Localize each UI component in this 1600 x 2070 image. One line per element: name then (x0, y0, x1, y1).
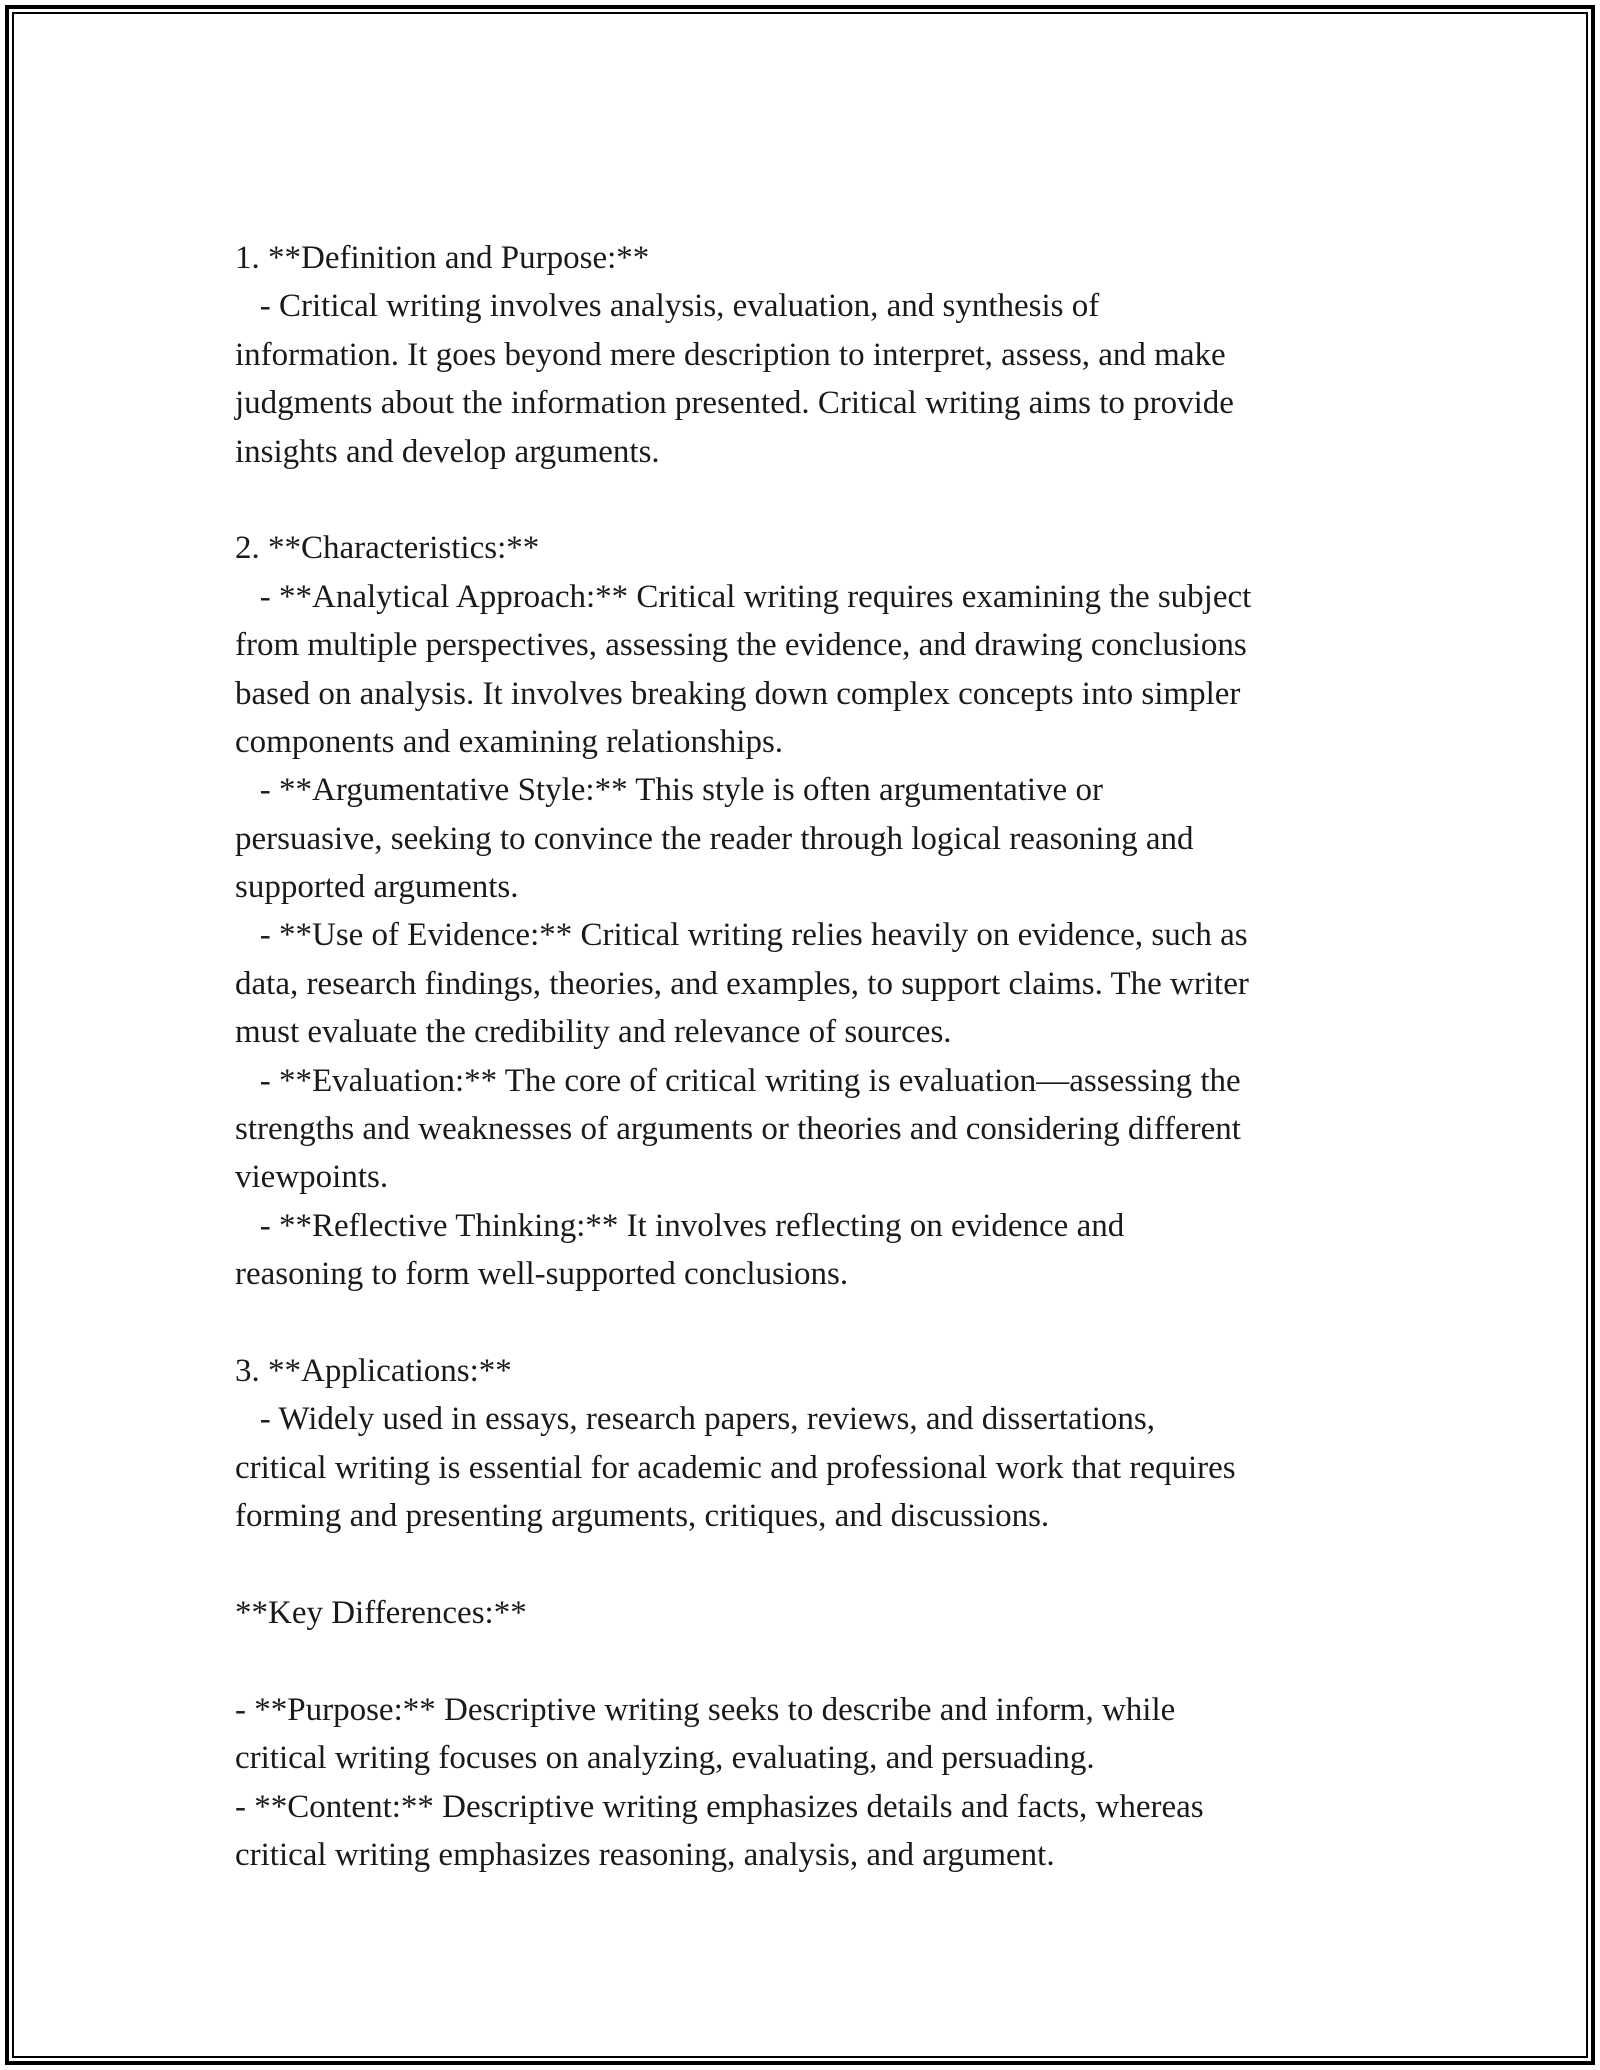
document-body (235, 234, 1385, 1879)
section-heading: 2. **Characteristics:** (235, 530, 540, 567)
text-line: information. It goes beyond mere description to interpret, assess, and make (235, 336, 1226, 373)
text-line: critical writing emphasizes reasoning, analysis, and argument. (235, 1836, 1055, 1873)
text-line: - **Content:** Descriptive writing emphasizes details and facts, whereas (235, 1788, 1204, 1825)
text-line: reasoning to form well-supported conclusions. (235, 1256, 849, 1293)
text-line: - **Purpose:** Descriptive writing seeks to describe and inform, while (235, 1691, 1176, 1728)
paragraph-gap (235, 1637, 1385, 1685)
text-line: must evaluate the credibility and relevance of sources. (235, 1014, 952, 1051)
text-line: persuasive, seeking to convince the reader through logical reasoning and (235, 820, 1194, 857)
text-line: components and examining relationships. (235, 723, 784, 760)
text-line: - Widely used in essays, research papers, reviews, and dissertations, (235, 1401, 1155, 1438)
text-line: based on analysis. It involves breaking down complex concepts into simpler (235, 675, 1241, 712)
text-line: - **Evaluation:** The core of critical writing is evaluation—assessing the (235, 1062, 1241, 1099)
text-line: data, research findings, theories, and examples, to support claims. The writer (235, 965, 1249, 1002)
section-heading: 1. **Definition and Purpose:** (235, 240, 650, 276)
text-line: viewpoints. (235, 1159, 389, 1196)
paragraph-gap (235, 476, 1385, 524)
paragraph-gap (235, 1299, 1385, 1347)
text-line: - **Argumentative Style:** This style is often argumentative or (235, 772, 1103, 809)
key-differences-heading: **Key Differences:** (235, 1594, 527, 1631)
text-line: supported arguments. (235, 869, 519, 906)
text-line: forming and presenting arguments, critiques, and discussions. (235, 1498, 1050, 1535)
text-line: - **Analytical Approach:** Critical writing requires examining the subject (235, 578, 1252, 615)
text-line: - **Use of Evidence:** Critical writing relies heavily on evidence, such as (235, 917, 1248, 954)
text-line: critical writing is essential for academic and professional work that requires (235, 1449, 1236, 1486)
text-line: - Critical writing involves analysis, evaluation, and synthesis of (235, 288, 1100, 325)
text-line: critical writing focuses on analyzing, evaluating, and persuading. (235, 1740, 1095, 1777)
text-line: judgments about the information presented. Critical writing aims to provide (235, 385, 1234, 422)
text-line: - **Reflective Thinking:** It involves reflecting on evidence and (235, 1207, 1125, 1244)
text-line: strengths and weaknesses of arguments or theories and considering different (235, 1111, 1241, 1148)
section-heading: 3. **Applications:** (235, 1352, 512, 1389)
paragraph-gap (235, 1541, 1385, 1589)
text-line: insights and develop arguments. (235, 433, 660, 470)
text-line: from multiple perspectives, assessing the evidence, and drawing conclusions (235, 627, 1247, 664)
